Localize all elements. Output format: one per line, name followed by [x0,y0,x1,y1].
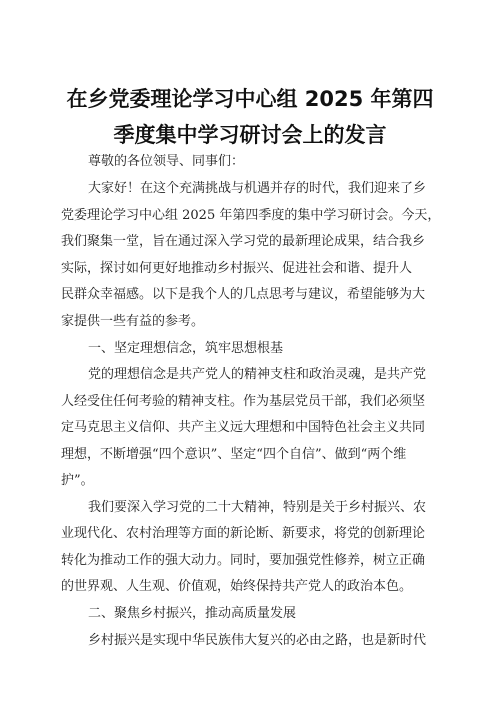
section-heading: 二、聚焦乡村振兴，推动高质量发展 [88,606,297,621]
section-heading: 一、坚定理想信念，筑牢思想根基 [88,341,284,356]
salutation: 尊敬的各位领导、同事们： [88,154,245,169]
body-line: 民群众幸福感。以下是我个人的几点思考与建议，希望能够为大 [61,287,426,302]
body-line: 我们聚集一堂，旨在通过深入学习党的最新理论成果，结合我乡 [61,234,426,249]
body-line: 乡村振兴是实现中华民族伟大复兴的必由之路，也是新时代 [88,633,427,648]
body-line: 我们要深入学习党的二十大精神，特别是关于乡村振兴、农 [88,500,427,515]
body-line: 业现代化、农村治理等方面的新论断、新要求，将党的创新理论 [61,526,426,541]
body-line: 人经受住任何考验的精神支柱。作为基层党员干部，我们必须坚 [61,394,426,409]
body-line: 转化为推动工作的强大动力。同时，要加强党性修养，树立正确 [61,553,426,568]
body-line: 定马克思主义信仰、共产主义远大理想和中国特色社会主义共同 [61,420,426,435]
body-line: 实际，探讨如何更好地推动乡村振兴、促进社会和谐、提升人 [61,261,413,276]
body-line: 大家好！在这个充满挑战与机遇并存的时代，我们迎来了乡 [88,181,427,196]
document-title-line-2: 季度集中学习研讨会上的发言 [113,123,387,147]
body-line: 护”。 [61,473,94,488]
body-line: 理想，不断增强“四个意识”、坚定“四个自信”、做到“两个维 [61,447,407,462]
body-line: 的世界观、人生观、价值观，始终保持共产党人的政治本色。 [61,579,413,594]
body-line: 党委理论学习中心组 2025 年第四季度的集中学习研讨会。今天， [61,208,441,223]
document-title-line-1: 在乡党委理论学习中心组 2025 年第四 [66,87,434,111]
body-line: 党的理想信念是共产党人的精神支柱和政治灵魂，是共产党 [88,367,427,382]
body-line: 家提供一些有益的参考。 [61,314,205,329]
